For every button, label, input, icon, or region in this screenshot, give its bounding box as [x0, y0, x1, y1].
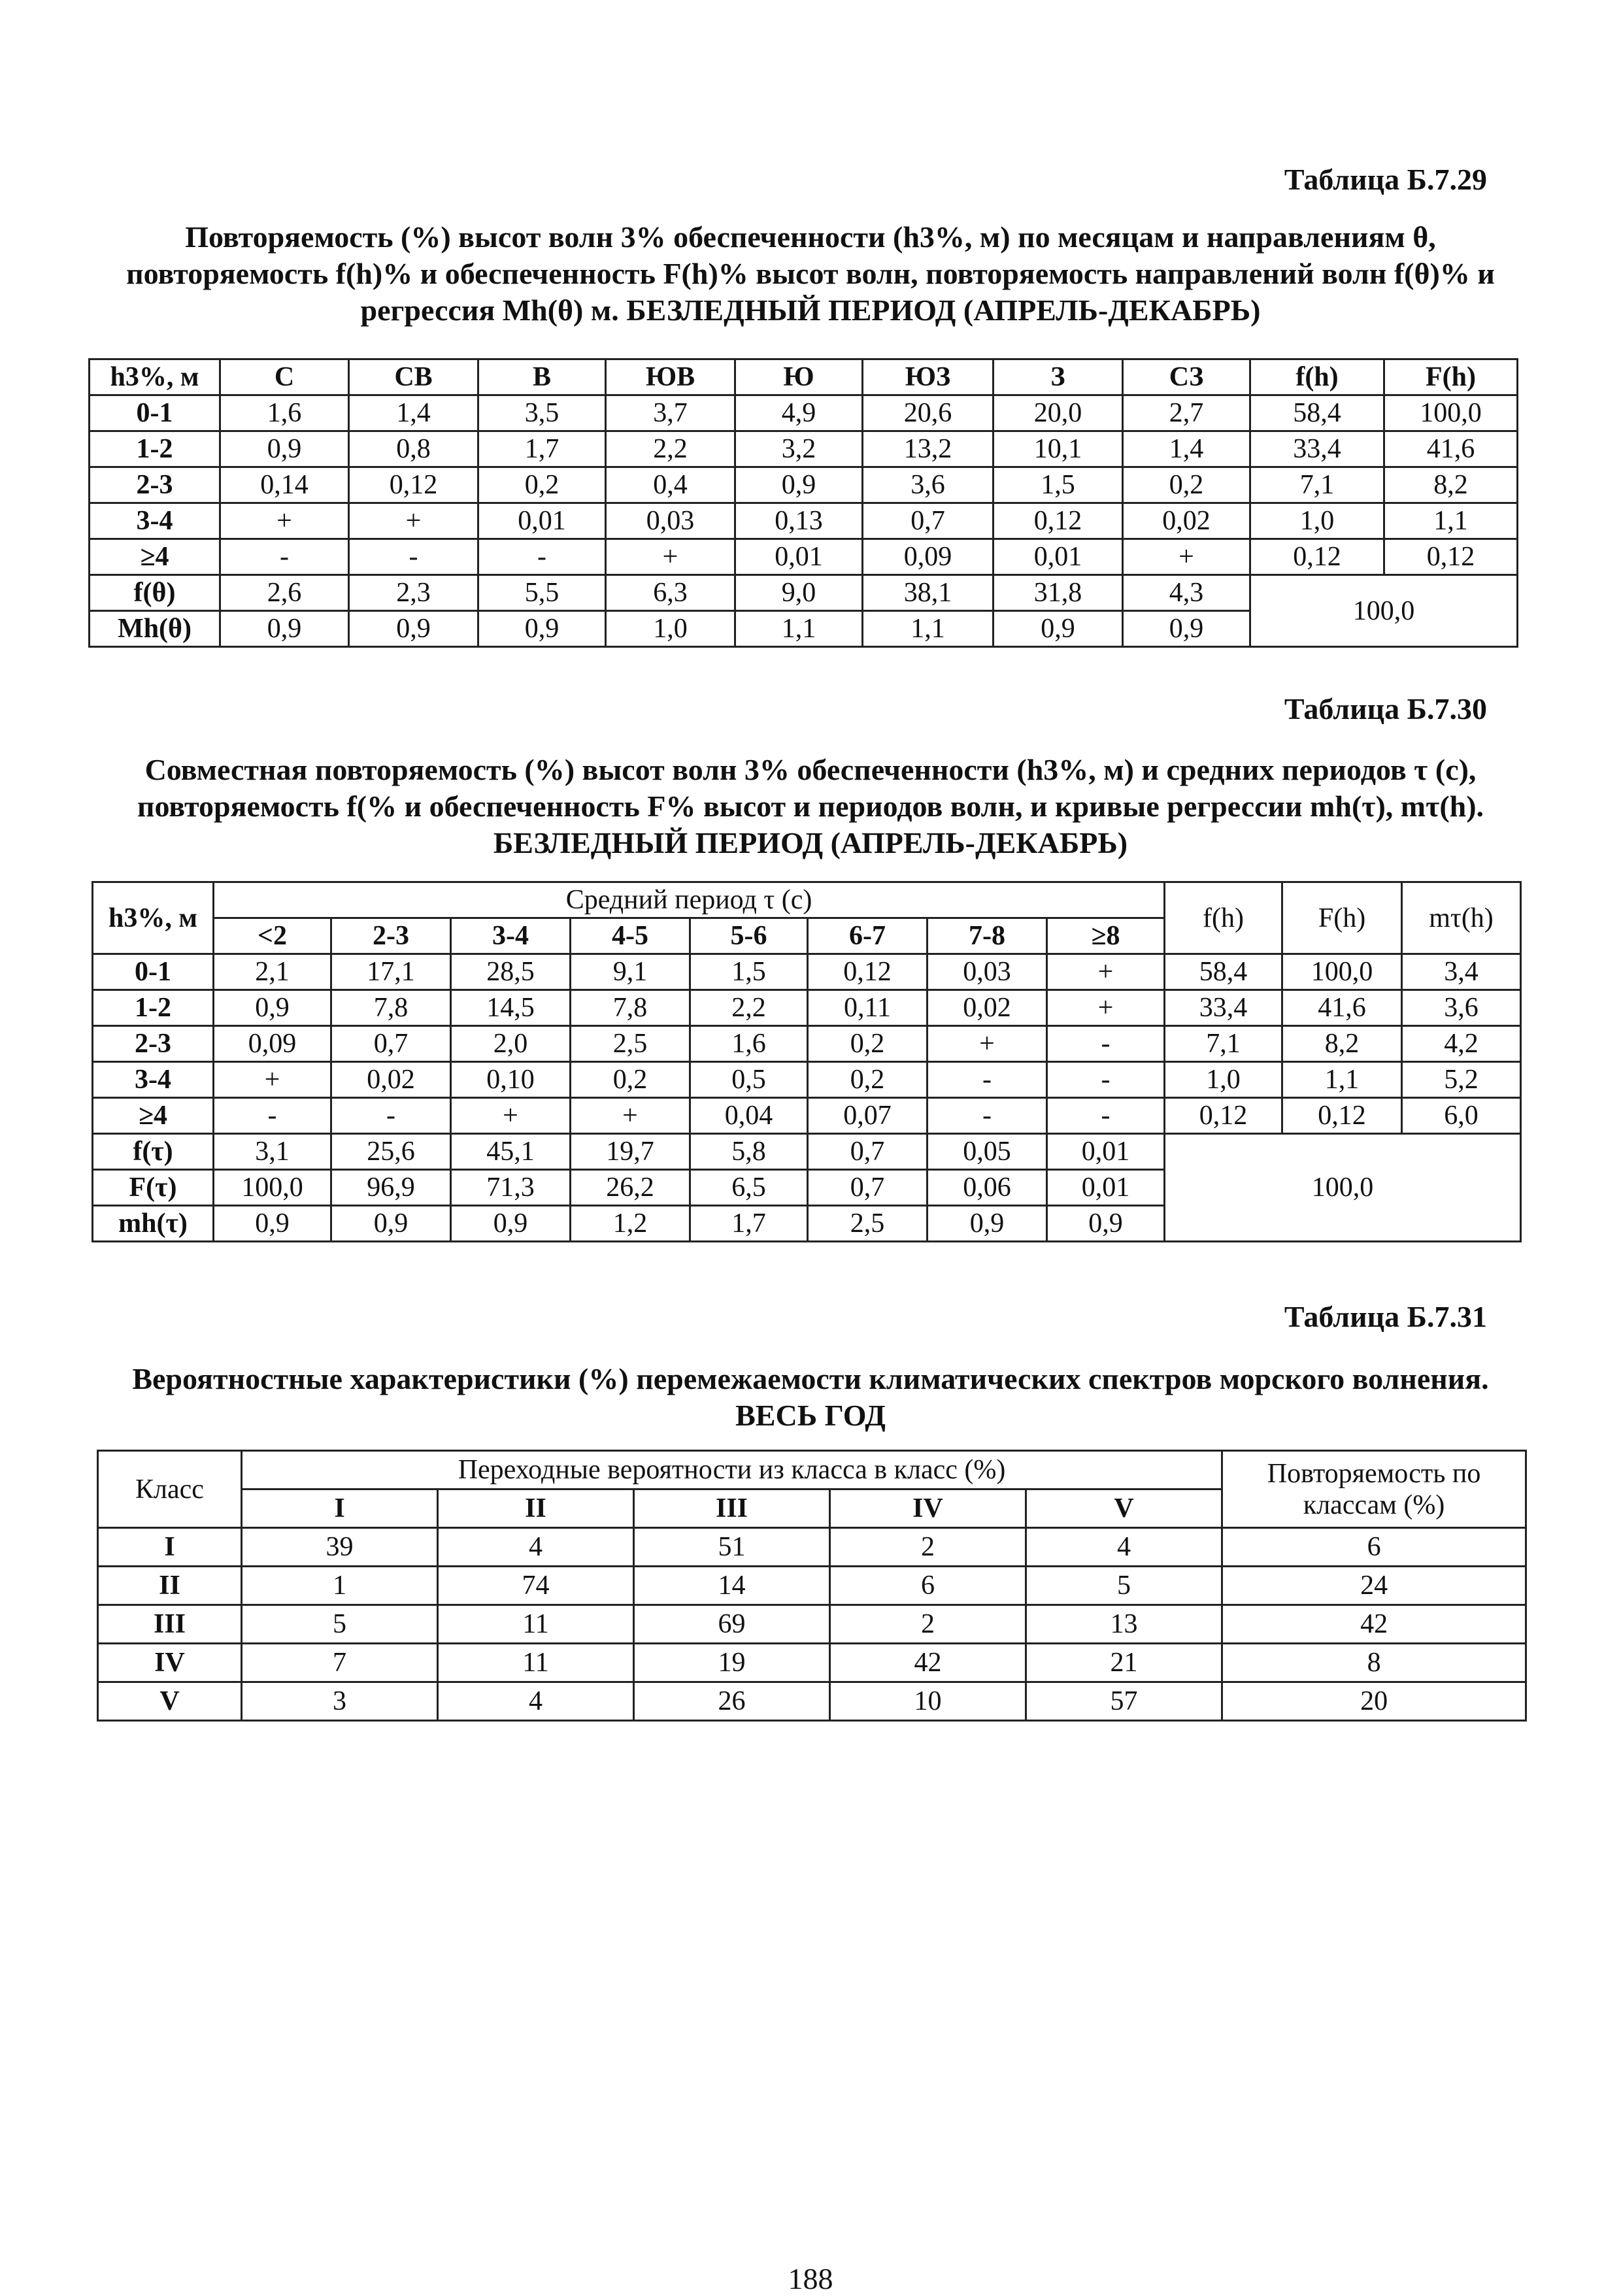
table-cell: Mh(θ) [90, 611, 220, 647]
table-cell: - [220, 539, 349, 575]
table-cell: 0,2 [571, 1062, 690, 1098]
class-header: Класс [98, 1451, 242, 1528]
table-cell: 20,0 [994, 395, 1123, 431]
table-cell: 13,2 [863, 431, 994, 467]
table-cell: 2,7 [1123, 395, 1250, 431]
table-cell: + [220, 503, 349, 539]
table-cell: 1,4 [1123, 431, 1250, 467]
class-cell: III [634, 1489, 830, 1528]
table-cell: 0,10 [451, 1062, 571, 1098]
table-cell: 0,12 [1384, 539, 1518, 575]
table-cell: 9,1 [571, 954, 690, 990]
table1-header-cell: З [994, 359, 1123, 395]
table-row [93, 990, 1521, 1026]
table-cell: 0,9 [220, 431, 349, 467]
table-cell: 17,1 [331, 954, 451, 990]
table1-header-cell: ЮЗ [863, 359, 994, 395]
table2-caption: Совместная повторяемость (%) высот волн 3% обеспеченности (h3%, м) и средних периодов τ (с), повторяемость f(% и обеспеченность F% высот и периодов волн, и кривые регрессии mh(τ), mτ(h). БЕЗЛЕДНЫЙ ПЕРИОД (АПРЕЛЬ-ДЕКАБРЬ) [137, 753, 1484, 859]
table-cell: ≥4 [93, 1098, 214, 1134]
table-cell: 0,12 [1250, 539, 1384, 575]
table-cell: 0,9 [994, 611, 1123, 647]
table-cell: 0,9 [214, 990, 331, 1026]
table1-header-cell: В [478, 359, 606, 395]
table-cell: 0,9 [349, 611, 478, 647]
table-cell: 2,3 [349, 575, 478, 611]
frequency-header: Повторяемость по классам (%) [1222, 1451, 1526, 1528]
table-cell: 58,4 [1165, 954, 1282, 990]
table-cell: 0,02 [927, 990, 1047, 1026]
table-cell: + [606, 539, 735, 575]
class-cell: IV [830, 1489, 1026, 1528]
period-cell: 5-6 [690, 918, 808, 954]
page-number: 188 [788, 2262, 833, 2295]
table-cell: - [927, 1062, 1047, 1098]
table-cell: 0,01 [735, 539, 863, 575]
transition-header: Переходные вероятности из класса в класс (%) [242, 1451, 1222, 1489]
table1-header-cell: ЮВ [606, 359, 735, 395]
table-cell: 1,0 [606, 611, 735, 647]
table-cell: 0,01 [478, 503, 606, 539]
table-cell: + [349, 503, 478, 539]
table-cell: 5 [242, 1605, 438, 1644]
table3-caption: Вероятностные характеристики (%) перемежаемости климатических спектров морского волнения. ВЕСЬ ГОД [132, 1362, 1489, 1432]
table-cell: 1-2 [90, 431, 220, 467]
table-row [98, 1528, 1526, 1567]
table-cell: 0,9 [1047, 1206, 1165, 1242]
table-cell: I [98, 1528, 242, 1567]
table-row [90, 539, 1518, 575]
table-cell: 5,2 [1402, 1062, 1521, 1098]
table-cell: F(τ) [93, 1170, 214, 1206]
period-header: Средний период τ (с) [214, 882, 1165, 918]
period-cell: 2-3 [331, 918, 451, 954]
table-cell: 0,2 [478, 467, 606, 503]
table-cell: 2,2 [690, 990, 808, 1026]
table-cell: 0,06 [927, 1170, 1047, 1206]
table-cell: 1,2 [571, 1206, 690, 1242]
table-cell: 0,04 [690, 1098, 808, 1134]
table-cell: 13 [1026, 1605, 1222, 1644]
table-cell: 0,12 [808, 954, 927, 990]
table-cell: 39 [242, 1528, 438, 1567]
table-cell: 5,5 [478, 575, 606, 611]
table-cell: 4,2 [1402, 1026, 1521, 1062]
table1 [88, 358, 1518, 648]
table-cell: 11 [438, 1605, 634, 1644]
table-cell: 3,5 [478, 395, 606, 431]
table-cell: 1,6 [220, 395, 349, 431]
table-cell: mh(τ) [93, 1206, 214, 1242]
table-row [98, 1567, 1526, 1605]
period-cell: 4-5 [571, 918, 690, 954]
table-cell: 20 [1222, 1682, 1526, 1721]
table-cell: 0,9 [451, 1206, 571, 1242]
table-cell: 19,7 [571, 1134, 690, 1170]
table-cell: 0,8 [349, 431, 478, 467]
table-cell: 0-1 [90, 395, 220, 431]
table-cell: 7,8 [571, 990, 690, 1026]
table-cell: 100,0 [1282, 954, 1402, 990]
table-cell: 0,14 [220, 467, 349, 503]
table2-total-cell: 100,0 [1165, 1134, 1521, 1242]
table-row [90, 395, 1518, 431]
table-cell: f(θ) [90, 575, 220, 611]
table-cell: 71,3 [451, 1170, 571, 1206]
table-cell: 0,12 [994, 503, 1123, 539]
fh-header: f(h) [1165, 882, 1282, 954]
table-cell: 2,5 [808, 1206, 927, 1242]
table-cell: 2,2 [606, 431, 735, 467]
table-row [93, 954, 1521, 990]
table-cell: 3-4 [93, 1062, 214, 1098]
table-cell: 0-1 [93, 954, 214, 990]
table-row [98, 1605, 1526, 1644]
table-cell: 1,7 [478, 431, 606, 467]
table-cell: II [98, 1567, 242, 1605]
table-cell: + [214, 1062, 331, 1098]
period-cell: <2 [214, 918, 331, 954]
table-cell: 3-4 [90, 503, 220, 539]
table-cell: 26,2 [571, 1170, 690, 1206]
table-row [93, 1134, 1521, 1170]
table-cell: - [331, 1098, 451, 1134]
table-cell: ≥4 [90, 539, 220, 575]
table-cell: 0,09 [863, 539, 994, 575]
table-cell: 1,0 [1165, 1062, 1282, 1098]
table2 [92, 881, 1522, 1242]
table-cell: 1,7 [690, 1206, 808, 1242]
table-row [98, 1682, 1526, 1721]
table-cell: 0,12 [1165, 1098, 1282, 1134]
table-cell: 1 [242, 1567, 438, 1605]
table-cell: 1,4 [349, 395, 478, 431]
table-cell: 33,4 [1165, 990, 1282, 1026]
table-row [93, 1062, 1521, 1098]
table-cell: 1,1 [1384, 503, 1518, 539]
table-cell: - [349, 539, 478, 575]
table-cell: 2,0 [451, 1026, 571, 1062]
table-cell: 31,8 [994, 575, 1123, 611]
table-cell: 0,7 [808, 1170, 927, 1206]
table-cell: V [98, 1682, 242, 1721]
table-cell: 0,01 [1047, 1170, 1165, 1206]
class-cell: V [1026, 1489, 1222, 1528]
table-cell: - [1047, 1098, 1165, 1134]
table-cell: 6 [1222, 1528, 1526, 1567]
table-cell: 7,1 [1250, 467, 1384, 503]
table-cell: 0,5 [690, 1062, 808, 1098]
table-cell: 5 [1026, 1567, 1222, 1605]
table-cell: 1,1 [735, 611, 863, 647]
table1-header-cell: СВ [349, 359, 478, 395]
table1-header-cell: f(h) [1250, 359, 1384, 395]
period-cell: 7-8 [927, 918, 1047, 954]
table-row [90, 431, 1518, 467]
table-cell: 0,13 [735, 503, 863, 539]
table-cell: 2,1 [214, 954, 331, 990]
table-cell: 26 [634, 1682, 830, 1721]
table-cell: 1,5 [690, 954, 808, 990]
table-cell: 1,6 [690, 1026, 808, 1062]
table-cell: 0,9 [478, 611, 606, 647]
table-cell: 3 [242, 1682, 438, 1721]
table-cell: 100,0 [214, 1170, 331, 1206]
table-cell: 1,1 [1282, 1062, 1402, 1098]
table-cell: 6,3 [606, 575, 735, 611]
table-cell: 10,1 [994, 431, 1123, 467]
table-cell: 0,7 [331, 1026, 451, 1062]
table-cell: III [98, 1605, 242, 1644]
table-cell: 58,4 [1250, 395, 1384, 431]
table-cell: 2 [830, 1528, 1026, 1567]
table-cell: - [478, 539, 606, 575]
table-cell: 38,1 [863, 575, 994, 611]
table-cell: 4,3 [1123, 575, 1250, 611]
table-cell: 0,9 [214, 1206, 331, 1242]
table-cell: 8,2 [1282, 1026, 1402, 1062]
table-cell: 14 [634, 1567, 830, 1605]
table-cell: 33,4 [1250, 431, 1384, 467]
table-cell: 0,02 [331, 1062, 451, 1098]
table-cell: 4,9 [735, 395, 863, 431]
table-cell: 5,8 [690, 1134, 808, 1170]
table-cell: - [1047, 1026, 1165, 1062]
table-cell: 7 [242, 1644, 438, 1682]
table-cell: 0,12 [1282, 1098, 1402, 1134]
table-row [93, 1026, 1521, 1062]
table-cell: 2,5 [571, 1026, 690, 1062]
table-cell: 11 [438, 1644, 634, 1682]
table-cell: 1-2 [93, 990, 214, 1026]
period-cell: 6-7 [808, 918, 927, 954]
table-cell: 41,6 [1282, 990, 1402, 1026]
table1-caption: Повторяемость (%) высот волн 3% обеспеченности (h3%, м) по месяцам и направлениям θ, повторяемость f(h)% и обеспеченность F(h)% высот волн, повторяемость направлений волн f(θ)% и регрессия Mh(θ) м. БЕЗЛЕДНЫЙ ПЕРИОД (АПРЕЛЬ-ДЕКАБРЬ) [126, 220, 1495, 327]
table-cell: + [927, 1026, 1047, 1062]
table-cell: 4 [438, 1528, 634, 1567]
table-cell: 0,9 [927, 1206, 1047, 1242]
table-cell: 21 [1026, 1644, 1222, 1682]
table-row [93, 1098, 1521, 1134]
table-cell: 3,7 [606, 395, 735, 431]
table-cell: - [927, 1098, 1047, 1134]
table-cell: 14,5 [451, 990, 571, 1026]
table-cell: 0,03 [606, 503, 735, 539]
table-cell: 74 [438, 1567, 634, 1605]
table-cell: 2-3 [90, 467, 220, 503]
table-cell: + [1123, 539, 1250, 575]
table1-total-cell: 100,0 [1250, 575, 1518, 647]
table-row [90, 467, 1518, 503]
table-cell: 0,2 [808, 1026, 927, 1062]
table1-header-cell: Ю [735, 359, 863, 395]
class-cell: II [438, 1489, 634, 1528]
table-cell: 9,0 [735, 575, 863, 611]
table-row [90, 575, 1518, 611]
table-cell: 0,05 [927, 1134, 1047, 1170]
table-cell: 10 [830, 1682, 1026, 1721]
table-cell: 0,9 [1123, 611, 1250, 647]
table1-header-cell: С [220, 359, 349, 395]
table-cell: 2-3 [93, 1026, 214, 1062]
table-cell: 0,03 [927, 954, 1047, 990]
table-cell: 0,4 [606, 467, 735, 503]
table-cell: 20,6 [863, 395, 994, 431]
table-cell: 51 [634, 1528, 830, 1567]
table1-header-cell: СЗ [1123, 359, 1250, 395]
table-cell: 0,07 [808, 1098, 927, 1134]
table1-header-cell: h3%, м [90, 359, 220, 395]
table-cell: 25,6 [331, 1134, 451, 1170]
table-cell: 0,02 [1123, 503, 1250, 539]
table-cell: 96,9 [331, 1170, 451, 1206]
mth-header: mτ(h) [1402, 882, 1521, 954]
table-cell: 28,5 [451, 954, 571, 990]
table-cell: 3,4 [1402, 954, 1521, 990]
table-cell: 0,9 [331, 1206, 451, 1242]
table-cell: 0,9 [220, 611, 349, 647]
table-cell: 0,2 [1123, 467, 1250, 503]
table-cell: 3,6 [863, 467, 994, 503]
table-cell: 0,09 [214, 1026, 331, 1062]
table2-number: Таблица Б.7.30 [1284, 692, 1487, 725]
table-cell: 1,1 [863, 611, 994, 647]
table-cell: - [214, 1098, 331, 1134]
table-cell: 6,5 [690, 1170, 808, 1206]
table-cell: 0,2 [808, 1062, 927, 1098]
table-cell: 42 [1222, 1605, 1526, 1644]
table-cell: 0,01 [1047, 1134, 1165, 1170]
table-cell: 8,2 [1384, 467, 1518, 503]
table1-header-cell: F(h) [1384, 359, 1518, 395]
table-cell: 2,6 [220, 575, 349, 611]
table3 [97, 1450, 1527, 1722]
Fh-header: F(h) [1282, 882, 1402, 954]
table-cell: 4 [438, 1682, 634, 1721]
table-cell: 6,0 [1402, 1098, 1521, 1134]
table-cell: 7,8 [331, 990, 451, 1026]
table-cell: 7,1 [1165, 1026, 1282, 1062]
table1-number: Таблица Б.7.29 [1284, 163, 1487, 196]
table-cell: 0,9 [735, 467, 863, 503]
table1-header-row [90, 359, 1518, 395]
table-cell: 1,5 [994, 467, 1123, 503]
table-cell: 41,6 [1384, 431, 1518, 467]
table-cell: 0,12 [349, 467, 478, 503]
table-cell: - [1047, 1062, 1165, 1098]
table-cell: 8 [1222, 1644, 1526, 1682]
table-cell: 0,7 [863, 503, 994, 539]
table-cell: + [1047, 990, 1165, 1026]
table-cell: 45,1 [451, 1134, 571, 1170]
table-cell: 1,0 [1250, 503, 1384, 539]
period-cell: 3-4 [451, 918, 571, 954]
table-cell: 42 [830, 1644, 1026, 1682]
table-row [90, 503, 1518, 539]
table-cell: 0,7 [808, 1134, 927, 1170]
table-cell: f(τ) [93, 1134, 214, 1170]
table-cell: 4 [1026, 1528, 1222, 1567]
table-cell: IV [98, 1644, 242, 1682]
table3-number: Таблица Б.7.31 [1284, 1300, 1487, 1333]
period-cell: ≥8 [1047, 918, 1165, 954]
table-cell: 24 [1222, 1567, 1526, 1605]
table-cell: 0,11 [808, 990, 927, 1026]
table-cell: 0,01 [994, 539, 1123, 575]
table-row [98, 1644, 1526, 1682]
table-cell: 6 [830, 1567, 1026, 1605]
class-cell: I [242, 1489, 438, 1528]
table-cell: + [1047, 954, 1165, 990]
table-cell: 19 [634, 1644, 830, 1682]
h3-header: h3%, м [93, 882, 214, 954]
table-cell: + [451, 1098, 571, 1134]
table-cell: 57 [1026, 1682, 1222, 1721]
table-cell: 100,0 [1384, 395, 1518, 431]
table-cell: 3,1 [214, 1134, 331, 1170]
table-cell: 3,2 [735, 431, 863, 467]
table-cell: 3,6 [1402, 990, 1521, 1026]
table-cell: 69 [634, 1605, 830, 1644]
table-cell: 2 [830, 1605, 1026, 1644]
table-cell: + [571, 1098, 690, 1134]
